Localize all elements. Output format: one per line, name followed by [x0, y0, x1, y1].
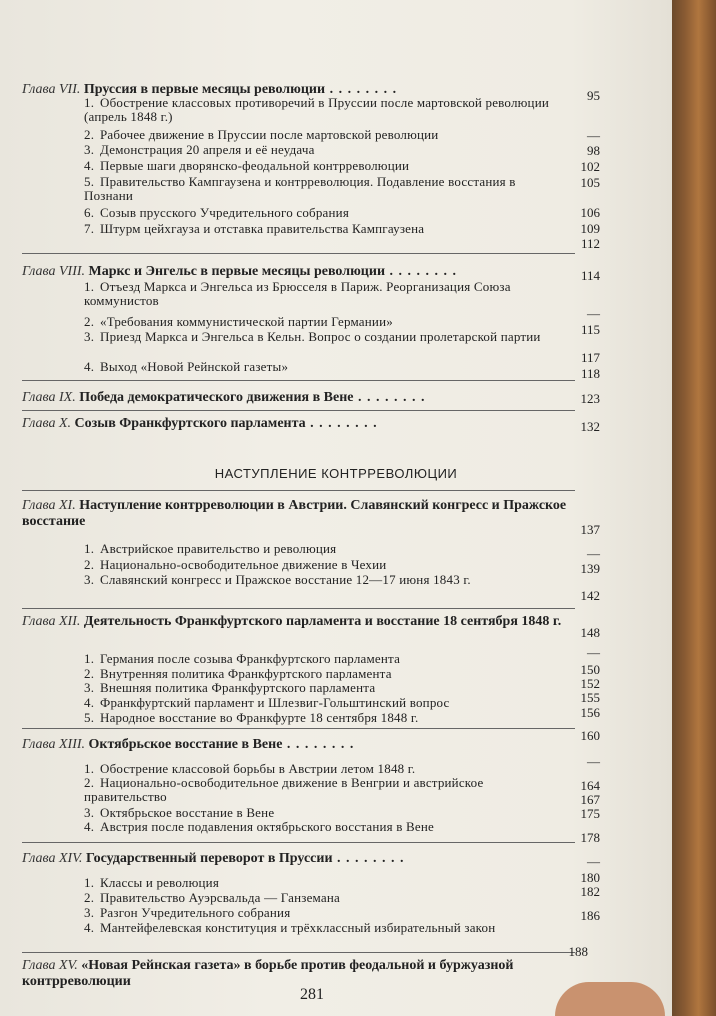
list-item: 7. Штурм цейхгауза и отставка правительства Кампгаузена: [84, 221, 425, 236]
item-page: 156: [580, 705, 600, 720]
list-item: 2. Национально-освободительное движение в Чехии: [84, 557, 387, 572]
divider: [22, 253, 575, 254]
chapter-label: Глава X.: [22, 416, 72, 431]
page-number: 281: [300, 986, 324, 1003]
item-page: 105: [580, 175, 600, 190]
chapter-title: Октябрьское восстание в Вене: [88, 737, 283, 752]
chapter-page: 132: [580, 419, 600, 434]
divider: [22, 490, 575, 491]
item-page: 115: [580, 322, 600, 337]
list-item: 2. Внутренняя политика Франкфуртского парламента: [84, 666, 392, 681]
divider: [22, 842, 575, 843]
chapter-label: Глава XII.: [22, 614, 81, 629]
chapter-page: 148: [580, 625, 600, 640]
chapter-label: Глава VIII.: [22, 264, 86, 279]
thumb: [555, 982, 665, 1016]
chapter-heading: [22, 851, 577, 867]
item-page: —: [587, 546, 600, 561]
chapter-label: Глава XV.: [22, 958, 78, 973]
chapter-heading: [22, 958, 542, 990]
item-page: —: [587, 854, 600, 869]
item-page: 175: [580, 806, 600, 821]
list-item: 4. Австрия после подавления октябрьского восстания в Вене: [84, 819, 435, 834]
item-page: —: [587, 128, 600, 143]
chapter-page: 95: [587, 88, 600, 103]
chapter-label: Глава XIII.: [22, 737, 86, 752]
list-item: 1. Классы и революция: [84, 875, 220, 890]
chapter-label: Глава XIV.: [22, 851, 83, 866]
chapter-title: Созыв Франкфуртского парламента: [74, 416, 306, 431]
chapter-label: Глава XI.: [22, 498, 76, 513]
chapter-page: 137: [580, 522, 600, 537]
chapter-title: Пруссия в первые месяцы революции: [83, 82, 326, 97]
item-page: 106: [580, 205, 600, 220]
list-item: 1. Обострение классовых противоречий в Пруссии после мартовской революции (апрель 1848 г.): [84, 95, 550, 124]
list-item: 4. Франкфуртский парламент и Шлезвиг-Гольштинский вопрос: [84, 695, 450, 710]
list-item: 1. Обострение классовой борьбы в Австрии летом 1848 г.: [84, 761, 416, 776]
item-page: 152: [580, 676, 600, 691]
chapter-title: Деятельность Франкфуртского парламента и восстание 18 сентября 1848 г.: [83, 614, 562, 629]
item-page: —: [587, 754, 600, 769]
list-item: 3. Демонстрация 20 апреля и её неудача: [84, 142, 315, 157]
list-item: 1. Австрийское правительство и революция: [84, 541, 337, 556]
list-item: 2. Правительство Ауэрсвальда — Ганземана: [84, 890, 340, 905]
list-item: 1. Отъезд Маркса и Энгельса из Брюсселя в Париж. Реорганизация Союза коммунистов: [84, 279, 511, 308]
list-item: 3. Разгон Учредительного собрания: [84, 905, 291, 920]
list-item: 2. Рабочее движение в Пруссии после мартовской революции: [84, 127, 439, 142]
chapter-label: Глава IX.: [22, 390, 76, 405]
item-page: 164: [580, 778, 600, 793]
chapter-label: Глава VII.: [22, 82, 81, 97]
list-item: 3. Приезд Маркса и Энгельса в Кельн. Вопрос о создании пролетарской партии: [84, 329, 541, 344]
list-item: 3. Внешняя политика Франкфуртского парламента: [84, 680, 376, 695]
item-page: 98: [587, 143, 600, 158]
list-item: 2. «Требования коммунистической партии Германии»: [84, 314, 393, 329]
item-page: 118: [580, 366, 600, 381]
item-page: 182: [580, 884, 600, 899]
item-page: 180: [580, 870, 600, 885]
chapter-page: 123: [580, 391, 600, 406]
item-page: 139: [580, 561, 600, 576]
chapter-title: «Новая Рейнская газета» в борьбе против феодальной и буржуазной контрреволюции: [22, 958, 514, 989]
chapter-title: Наступление контрреволюции в Австрии. Славянский конгресс и Пражское восстание: [22, 498, 567, 529]
item-page: —: [587, 306, 600, 321]
item-page: 150: [580, 662, 600, 677]
item-page: 155: [580, 690, 600, 705]
chapter-heading: [22, 737, 577, 753]
chapter-page: 160: [580, 728, 600, 743]
divider: [22, 380, 575, 381]
divider: [22, 410, 575, 411]
divider: [22, 608, 575, 609]
chapter-title: Маркс и Энгельс в первые месяцы революции: [88, 264, 386, 279]
list-item: 4. Выход «Новой Рейнской газеты»: [84, 359, 289, 374]
chapter-title: Победа демократического движения в Вене: [79, 390, 354, 405]
list-item: 3. Славянский конгресс и Пражское восстание 12—17 июня 1843 г.: [84, 572, 471, 587]
book-spine-edge: [672, 0, 716, 1016]
list-item: 3. Октябрьское восстание в Вене: [84, 805, 275, 820]
chapter-heading: [22, 416, 577, 432]
item-page: 102: [580, 159, 600, 174]
chapter-page: 188: [568, 944, 588, 959]
chapter-heading: [22, 390, 577, 406]
list-item: 1. Германия после созыва Франкфуртского парламента: [84, 651, 401, 666]
section-heading: НАСТУПЛЕНИЕ КОНТРРЕВОЛЮЦИИ: [214, 466, 458, 481]
divider: [22, 952, 575, 953]
list-item: 4. Первые шаги дворянско-феодальной контрреволюции: [84, 158, 410, 173]
item-page: 109: [580, 221, 600, 236]
list-item: 5. Правительство Кампгаузена и контрреволюция. Подавление восстания в Познани: [84, 174, 516, 203]
item-page: 167: [580, 792, 600, 807]
item-page: 112: [580, 236, 600, 251]
chapter-page: 178: [580, 830, 600, 845]
divider: [22, 728, 575, 729]
chapter-page: 114: [580, 268, 600, 283]
item-page: 142: [580, 588, 600, 603]
item-page: —: [587, 645, 600, 660]
chapter-heading: [22, 498, 577, 530]
item-page: 117: [580, 350, 600, 365]
list-item: 5. Народное восстание во Франкфурте 18 сентября 1848 г.: [84, 710, 419, 725]
list-item: 4. Мантейфелевская конституция и трёхклассный избирательный закон: [84, 920, 496, 935]
chapter-heading: [22, 264, 577, 280]
list-item: 2. Национально-освободительное движение в Венгрии и австрийское правительство: [84, 775, 484, 804]
chapter-title: Государственный переворот в Пруссии: [85, 851, 333, 866]
chapter-heading: [22, 614, 577, 630]
item-page: 186: [580, 908, 600, 923]
list-item: 6. Созыв прусского Учредительного собрания: [84, 205, 350, 220]
